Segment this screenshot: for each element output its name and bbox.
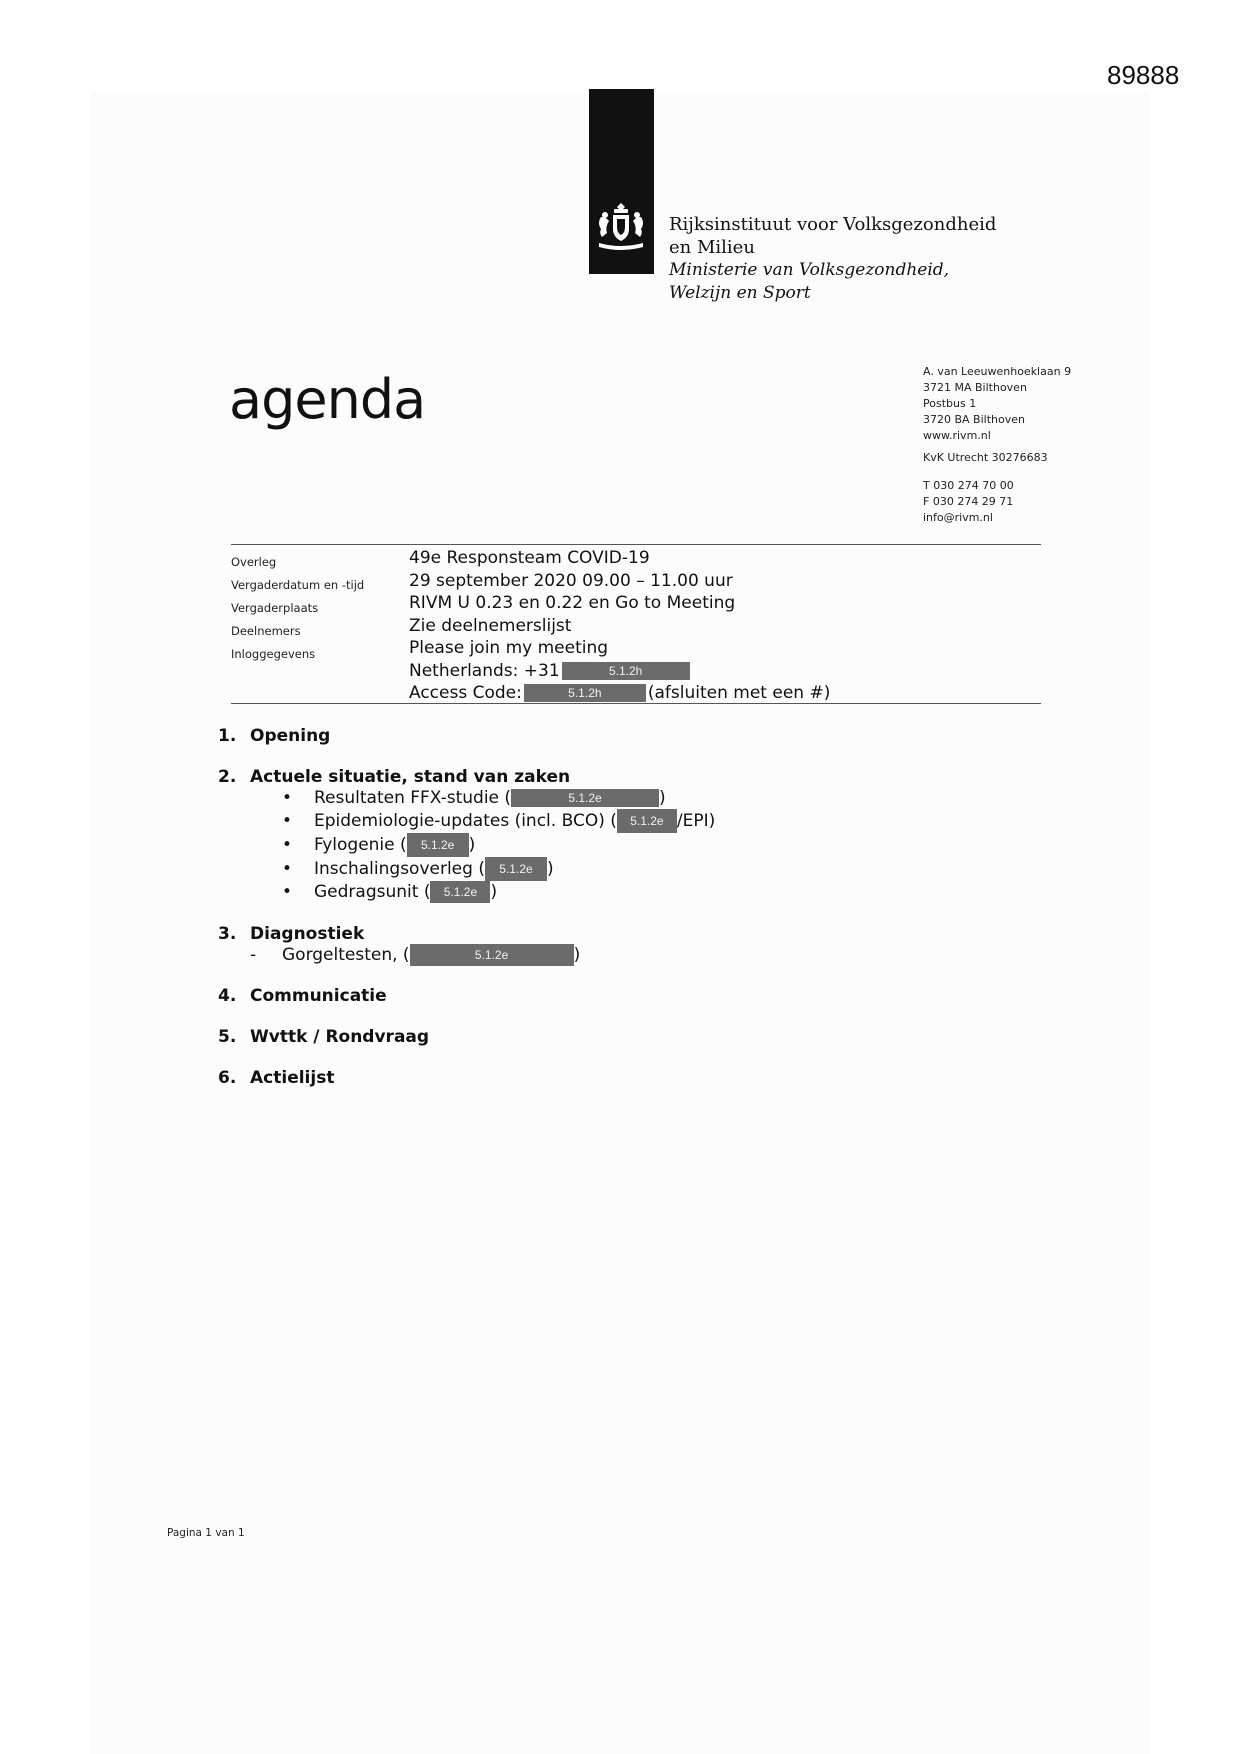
list-item-suffix: ) [468,835,476,855]
list-item-text: Gedragsunit ( [314,882,431,902]
label-overleg: Overleg [231,555,277,569]
page-title: agenda [229,368,426,431]
agenda-item-heading [218,924,1018,944]
address-postbus-city: 3720 BA Bilthoven [923,413,1025,426]
ministry-name [669,259,949,305]
item-title: Wvttk / Rondvraag [250,1027,430,1047]
address-street: A. van Leeuwenhoeklaan 9 [923,365,1072,378]
list-item-suffix: ) [659,788,666,808]
bullet-marker: • [282,811,293,831]
agenda-item [218,1068,1018,1088]
ministry-name-line2: Welzijn en Sport [669,283,811,303]
document-number: 89888 [1107,60,1180,90]
label-datum: Vergaderdatum en -tijd [231,578,365,592]
address-website: www.rivm.nl [923,429,991,442]
item-number: 2. [218,767,237,787]
bullet-marker: • [282,835,293,855]
meeting-labels [231,551,364,666]
meeting-values [409,547,830,705]
address-phone: T 030 274 70 00 [923,479,1014,492]
item-title: Actuele situatie, stand van zaken [250,767,571,787]
item-title: Actielijst [250,1068,335,1088]
organization-name-line1: Rijksinstituut voor Volksgezondheid [669,214,997,235]
address-postbus: Postbus 1 [923,397,977,410]
meeting-details [231,544,1041,704]
value-plaats: RIVM U 0.23 en 0.22 en Go to Meeting [409,593,736,613]
item-number: 5. [218,1027,237,1047]
list-item [250,944,1018,966]
list-item [282,833,1018,857]
bullet-list [282,787,1018,903]
coat-of-arms-icon [593,203,650,253]
value-inlog-line2 [409,660,830,683]
value-inlog-line1: Please join my meeting [409,638,609,658]
redaction-box: 5.1.2h [562,662,690,680]
list-item-text: Resultaten FFX-studie ( [314,788,512,808]
redaction-box: 5.1.2e [511,789,659,807]
list-item-suffix: /EPI) [676,811,716,831]
agenda-item [218,986,1018,1006]
agenda-item [218,1027,1018,1047]
label-inlog: Inloggegevens [231,647,316,661]
address-block [923,364,1071,526]
value-datum: 29 september 2020 09.00 – 11.00 uur [409,570,733,591]
item-number: 1. [218,726,237,746]
organization-name-line2: en Milieu [669,237,755,258]
item-number: 3. [218,924,237,944]
list-item [282,857,1018,881]
value-inlog-line3 [409,682,830,705]
list-item-suffix: ) [573,945,581,965]
label-plaats: Vergaderplaats [231,601,319,615]
bullet-marker: • [282,882,293,902]
list-item [282,787,1018,809]
item-title: Opening [250,726,331,746]
agenda-item-heading [218,767,1018,787]
list-item [282,881,1018,903]
address-kvk: KvK Utrecht 30276683 [923,451,1048,464]
phone-prefix: Netherlands: +31 [409,660,560,681]
redaction-box: 5.1.2e [430,881,490,903]
list-item-text: Epidemiologie-updates (incl. BCO) ( [314,811,617,831]
bullet-marker: • [282,859,293,879]
ministry-name-line1: Ministerie van Volksgezondheid, [669,260,950,280]
item-number: 4. [218,986,237,1006]
dash-marker: - [250,945,257,965]
agenda-item [218,924,1018,966]
item-title: Communicatie [250,986,387,1006]
page-footer: Pagina 1 van 1 [167,1527,245,1539]
logo-bar [589,89,654,274]
value-overleg: 49e Responsteam COVID-19 [409,548,650,568]
redaction-box: 5.1.2e [485,857,547,881]
agenda-item [218,726,1018,746]
address-email: info@rivm.nl [923,511,993,524]
label-deelnemers: Deelnemers [231,624,301,638]
agenda-item-heading [218,1068,1018,1088]
dash-list [250,944,1018,966]
agenda-item-heading [218,726,1018,746]
bullet-marker: • [282,788,293,808]
item-title: Diagnostiek [250,924,365,944]
list-item-text: Gorgeltesten, ( [282,945,410,965]
list-item-text: Inschalingsoverleg ( [314,859,485,879]
agenda-list [218,726,1018,1088]
value-deelnemers: Zie deelnemerslijst [409,615,572,636]
redaction-box: 5.1.2h [524,684,646,702]
redaction-box: 5.1.2e [407,833,469,857]
organization-name [669,213,996,259]
access-code-prefix: Access Code: [409,683,522,703]
list-item-suffix: ) [546,859,554,879]
list-item-suffix: ) [490,882,498,902]
address-gap-2 [923,466,1071,478]
list-item [282,809,1018,833]
agenda-item-heading [218,986,1018,1006]
agenda-item [218,767,1018,903]
access-code-suffix: (afsluiten met een #) [647,683,831,703]
agenda-item-heading [218,1027,1018,1047]
address-fax: F 030 274 29 71 [923,495,1014,508]
redaction-box: 5.1.2e [410,944,574,966]
redaction-box: 5.1.2e [617,809,677,833]
address-postcode: 3721 MA Bilthoven [923,381,1027,394]
item-number: 6. [218,1068,237,1088]
list-item-text: Fylogenie ( [314,835,407,855]
